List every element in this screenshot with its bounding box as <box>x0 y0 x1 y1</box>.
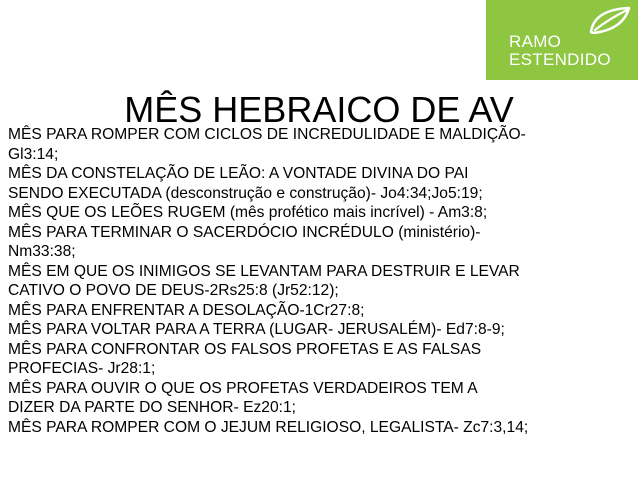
text-line: MÊS DA CONSTELAÇÃO DE LEÃO: A VONTADE DIVINA DO PAI <box>8 165 469 182</box>
text-line: MÊS QUE OS LEÕES RUGEM (mês profético mais incrível) - Am3:8; <box>8 204 488 221</box>
text-line: MÊS PARA ENFRENTAR A DESOLAÇÃO-1Cr27:8; <box>8 301 365 319</box>
text-line: Gl3:14; <box>8 145 59 163</box>
text-line: MÊS PARA ROMPER COM CICLOS DE INCREDULIDADE E MALDIÇÃO- <box>8 126 526 143</box>
page-title: MÊS HEBRAICO DE AV <box>124 89 514 130</box>
logo <box>486 0 638 80</box>
text-line: MÊS PARA ROMPER COM O JEJUM RELIGIOSO, LEGALISTA- Zc7:3,14; <box>8 418 529 436</box>
text-line: MÊS PARA CONFRONTAR OS FALSOS PROFETAS E AS FALSAS <box>8 340 482 358</box>
text-line: CATIVO O POVO DE DEUS-2Rs25:8 (Jr52:12); <box>8 282 339 299</box>
text-line: MÊS PARA VOLTAR PARA A TERRA (LUGAR- JERUSALÉM)- Ed7:8-9; <box>8 321 505 338</box>
leaf-icon <box>589 6 631 34</box>
text-line: DIZER DA PARTE DO SENHOR- Ez20:1; <box>8 399 296 416</box>
text-line: MÊS EM QUE OS INIMIGOS SE LEVANTAM PARA DESTRUIR E LEVAR <box>8 262 520 280</box>
logo-text-line1: RAMO <box>509 32 562 51</box>
text-line: MÊS PARA TERMINAR O SACERDÓCIO INCRÉDULO (ministério)- <box>8 223 481 241</box>
logo-text-line2: ESTENDIDO <box>509 50 611 69</box>
text-line: SENDO EXECUTADA (desconstrução e construção)- Jo4:34;Jo5:19; <box>8 184 483 202</box>
body-text <box>8 125 636 437</box>
text-line: MÊS PARA OUVIR O QUE OS PROFETAS VERDADEIROS TEM A <box>8 379 478 397</box>
text-line: Nm33:38; <box>8 243 76 260</box>
text-line: PROFECIAS- Jr28:1; <box>8 360 156 377</box>
